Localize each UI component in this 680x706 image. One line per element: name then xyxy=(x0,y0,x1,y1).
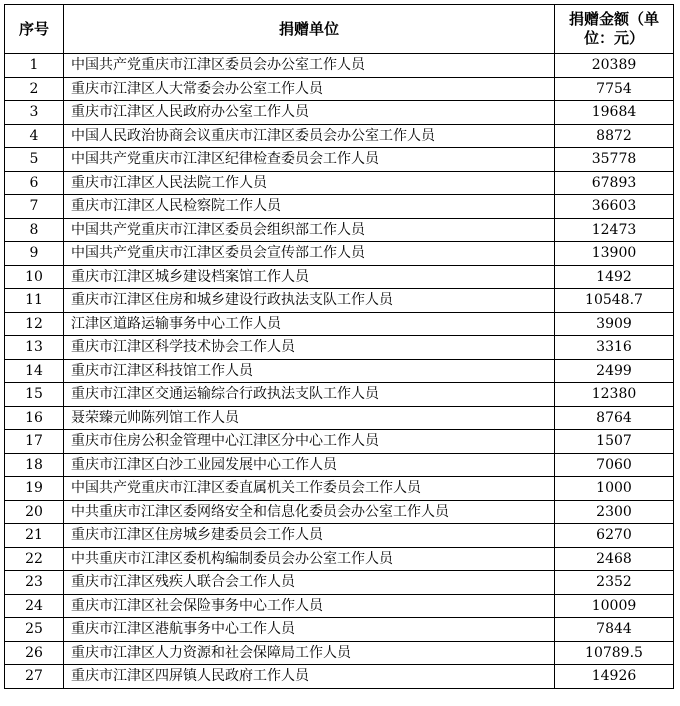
table-row xyxy=(5,383,674,407)
table-row xyxy=(5,618,674,642)
row-donor-unit: 重庆市江津区人民检察院工作人员 xyxy=(64,195,555,219)
table-row xyxy=(5,594,674,618)
row-index: 2 xyxy=(5,77,64,101)
row-index: 1 xyxy=(5,54,64,78)
table-row xyxy=(5,289,674,313)
row-amount: 12380 xyxy=(555,383,674,407)
row-index: 15 xyxy=(5,383,64,407)
table-row xyxy=(5,218,674,242)
table-row xyxy=(5,453,674,477)
table-row xyxy=(5,312,674,336)
row-donor-unit: 重庆市江津区社会保险事务中心工作人员 xyxy=(64,594,555,618)
donation-table xyxy=(4,4,674,689)
row-amount: 14926 xyxy=(555,665,674,689)
row-donor-unit: 中国共产党重庆市江津区纪律检查委员会工作人员 xyxy=(64,148,555,172)
row-amount: 10009 xyxy=(555,594,674,618)
table-row xyxy=(5,124,674,148)
table-row xyxy=(5,77,674,101)
row-amount: 2499 xyxy=(555,359,674,383)
row-donor-unit: 中国人民政治协商会议重庆市江津区委员会办公室工作人员 xyxy=(64,124,555,148)
row-index: 11 xyxy=(5,289,64,313)
row-index: 24 xyxy=(5,594,64,618)
row-amount: 1507 xyxy=(555,430,674,454)
table-row xyxy=(5,547,674,571)
header-donor-unit: 捐赠单位 xyxy=(64,5,555,54)
row-index: 17 xyxy=(5,430,64,454)
row-amount: 7844 xyxy=(555,618,674,642)
row-index: 19 xyxy=(5,477,64,501)
row-amount: 67893 xyxy=(555,171,674,195)
row-donor-unit: 重庆市江津区人大常委会办公室工作人员 xyxy=(64,77,555,101)
table-header-row xyxy=(5,5,674,54)
row-donor-unit: 重庆市江津区住房城乡建委员会工作人员 xyxy=(64,524,555,548)
row-amount: 36603 xyxy=(555,195,674,219)
row-amount: 7060 xyxy=(555,453,674,477)
row-index: 27 xyxy=(5,665,64,689)
row-amount: 1000 xyxy=(555,477,674,501)
row-index: 9 xyxy=(5,242,64,266)
row-index: 21 xyxy=(5,524,64,548)
table-row xyxy=(5,500,674,524)
row-donor-unit: 重庆市住房公积金管理中心江津区分中心工作人员 xyxy=(64,430,555,454)
table-row xyxy=(5,101,674,125)
row-amount: 2352 xyxy=(555,571,674,595)
row-donor-unit: 重庆市江津区交通运输综合行政执法支队工作人员 xyxy=(64,383,555,407)
row-index: 20 xyxy=(5,500,64,524)
row-donor-unit: 重庆市江津区四屏镇人民政府工作人员 xyxy=(64,665,555,689)
table-row xyxy=(5,54,674,78)
table-row xyxy=(5,148,674,172)
table-row xyxy=(5,665,674,689)
row-index: 18 xyxy=(5,453,64,477)
header-amount: 捐赠金额（单位：元） xyxy=(555,5,674,54)
table-body xyxy=(5,54,674,689)
row-index: 8 xyxy=(5,218,64,242)
row-amount: 3316 xyxy=(555,336,674,360)
table-row xyxy=(5,430,674,454)
table-row xyxy=(5,359,674,383)
row-donor-unit: 重庆市江津区科学技术协会工作人员 xyxy=(64,336,555,360)
row-donor-unit: 中共重庆市江津区委机构编制委员会办公室工作人员 xyxy=(64,547,555,571)
header-index: 序号 xyxy=(5,5,64,54)
row-amount: 1492 xyxy=(555,265,674,289)
row-index: 12 xyxy=(5,312,64,336)
row-donor-unit: 中国共产党重庆市江津区委员会组织部工作人员 xyxy=(64,218,555,242)
row-amount: 8764 xyxy=(555,406,674,430)
row-donor-unit: 重庆市江津区住房和城乡建设行政执法支队工作人员 xyxy=(64,289,555,313)
table-row xyxy=(5,406,674,430)
row-index: 14 xyxy=(5,359,64,383)
row-donor-unit: 重庆市江津区残疾人联合会工作人员 xyxy=(64,571,555,595)
row-amount: 7754 xyxy=(555,77,674,101)
table-row xyxy=(5,524,674,548)
row-donor-unit: 重庆市江津区人民法院工作人员 xyxy=(64,171,555,195)
row-donor-unit: 重庆市江津区白沙工业园发展中心工作人员 xyxy=(64,453,555,477)
row-donor-unit: 重庆市江津区科技馆工作人员 xyxy=(64,359,555,383)
row-donor-unit: 重庆市江津区人民政府办公室工作人员 xyxy=(64,101,555,125)
row-amount: 13900 xyxy=(555,242,674,266)
row-donor-unit: 聂荣臻元帅陈列馆工作人员 xyxy=(64,406,555,430)
table-row xyxy=(5,171,674,195)
row-amount: 10548.7 xyxy=(555,289,674,313)
row-index: 10 xyxy=(5,265,64,289)
row-index: 16 xyxy=(5,406,64,430)
row-index: 23 xyxy=(5,571,64,595)
row-donor-unit: 江津区道路运输事务中心工作人员 xyxy=(64,312,555,336)
row-donor-unit: 中共重庆市江津区委网络安全和信息化委员会办公室工作人员 xyxy=(64,500,555,524)
row-index: 26 xyxy=(5,641,64,665)
row-amount: 6270 xyxy=(555,524,674,548)
row-index: 22 xyxy=(5,547,64,571)
row-donor-unit: 中国共产党重庆市江津区委员会办公室工作人员 xyxy=(64,54,555,78)
table-row xyxy=(5,336,674,360)
row-amount: 12473 xyxy=(555,218,674,242)
row-amount: 20389 xyxy=(555,54,674,78)
row-index: 4 xyxy=(5,124,64,148)
row-amount: 2300 xyxy=(555,500,674,524)
row-index: 25 xyxy=(5,618,64,642)
row-donor-unit: 重庆市江津区港航事务中心工作人员 xyxy=(64,618,555,642)
row-amount: 2468 xyxy=(555,547,674,571)
row-amount: 10789.5 xyxy=(555,641,674,665)
table-row xyxy=(5,265,674,289)
row-donor-unit: 中国共产党重庆市江津区委员会宣传部工作人员 xyxy=(64,242,555,266)
row-amount: 19684 xyxy=(555,101,674,125)
row-amount: 8872 xyxy=(555,124,674,148)
table-row xyxy=(5,477,674,501)
table-row xyxy=(5,195,674,219)
row-donor-unit: 中国共产党重庆市江津区委直属机关工作委员会工作人员 xyxy=(64,477,555,501)
row-amount: 3909 xyxy=(555,312,674,336)
table-row xyxy=(5,571,674,595)
row-donor-unit: 重庆市江津区城乡建设档案馆工作人员 xyxy=(64,265,555,289)
row-index: 5 xyxy=(5,148,64,172)
row-index: 13 xyxy=(5,336,64,360)
row-index: 6 xyxy=(5,171,64,195)
row-donor-unit: 重庆市江津区人力资源和社会保障局工作人员 xyxy=(64,641,555,665)
row-index: 3 xyxy=(5,101,64,125)
row-index: 7 xyxy=(5,195,64,219)
table-row xyxy=(5,242,674,266)
table-row xyxy=(5,641,674,665)
row-amount: 35778 xyxy=(555,148,674,172)
